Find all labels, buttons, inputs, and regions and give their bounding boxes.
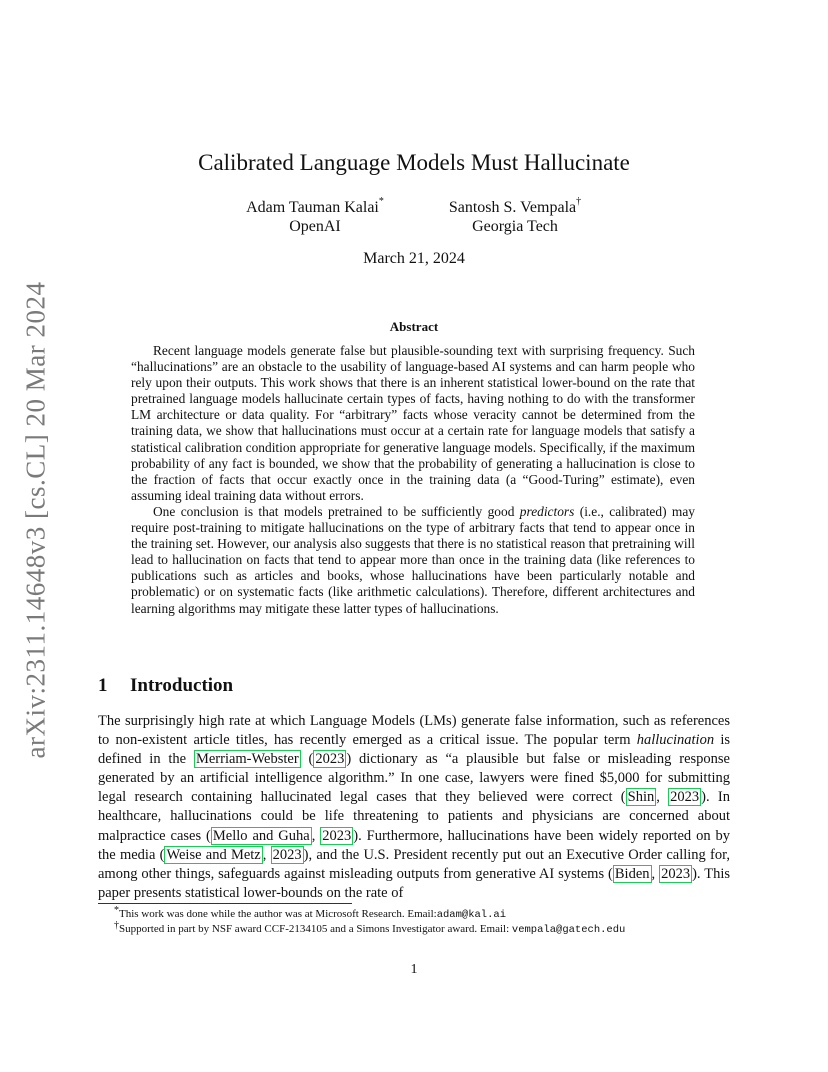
- intro-text: ,: [656, 789, 669, 806]
- section-heading: [98, 675, 233, 697]
- author-1-mark: *: [378, 196, 384, 207]
- intro-text: ). Furthermore, hallucinations have been widely reported on by the media (: [98, 827, 731, 863]
- author-1-affiliation: OpenAI: [289, 218, 341, 235]
- abstract-p2-text-a: One conclusion is that models pretrained to be sufficiently good: [153, 503, 520, 519]
- citation-year-link[interactable]: 2023: [322, 827, 352, 844]
- author-2-affiliation: Georgia Tech: [472, 218, 558, 235]
- page-number: 1: [410, 962, 418, 977]
- abstract-p2-text-b: (i.e., calibrated) may require post-training to mitigate hallucinations on the type of arbitrary facts that tend to appear once in the training set. However, our analysis also suggests that there is no statistical reason that pretraining will lead to hallucination on facts that tend to appear more than once in the training data (like references to publications such as articles and books, whose hallucinations have been particularly notable and problematic) or on systematic facts (like arithmetic calculations). Therefore, different architectures and learning algorithms may mitigate these latter types of hallucinations.: [131, 503, 695, 616]
- footnote-rule: [98, 903, 352, 904]
- intro-text: ,: [262, 846, 271, 863]
- citation-link-weise-metz[interactable]: Weise and Metz: [166, 846, 261, 863]
- arxiv-margin-id: arXiv:2311.14648v3 [cs.CL] 20 Mar 2024: [20, 281, 51, 759]
- author-1-name: Adam Tauman Kalai: [246, 199, 379, 216]
- footnotes: [98, 907, 748, 937]
- author-2-name: Santosh S. Vempala: [448, 199, 577, 216]
- footnote-2-email[interactable]: vempala@gatech.edu: [511, 924, 626, 936]
- intro-text: ). This paper presents statistical lower-bounds on the rate of: [98, 865, 730, 901]
- abstract-heading: Abstract: [389, 319, 439, 334]
- footnote-2-text: Supported in part by NSF award CCF-2134105 and a Simons Investigator award. Email:: [119, 923, 512, 935]
- intro-text: (: [300, 751, 314, 768]
- footnote-1-mark: *: [114, 905, 119, 916]
- paper-title: Calibrated Language Models Must Hallucinate: [198, 150, 630, 175]
- abstract-body: [131, 343, 695, 617]
- intro-text: ,: [311, 827, 321, 844]
- citation-link-biden[interactable]: Biden: [614, 865, 650, 882]
- author-2-mark: †: [576, 196, 582, 207]
- intro-text: is defined in the: [98, 732, 731, 768]
- footnote-2-mark: †: [114, 920, 119, 931]
- paper-date: March 21, 2024: [363, 250, 465, 267]
- section-title: Introduction: [130, 675, 234, 696]
- section-number: 1: [98, 675, 108, 696]
- citation-year-link[interactable]: 2023: [315, 751, 345, 768]
- intro-body: [98, 712, 730, 903]
- citation-link-merriam-webster[interactable]: Merriam-Webster: [195, 751, 299, 768]
- citation-year-link[interactable]: 2023: [670, 789, 700, 806]
- footnote-1-email[interactable]: adam@kal.ai: [436, 909, 507, 921]
- citation-link-mello-guha[interactable]: Mello and Guha: [212, 827, 310, 844]
- author-1: [235, 198, 395, 236]
- citation-link-shin[interactable]: Shin: [627, 789, 655, 806]
- intro-text: ) dictionary as “a plausible but false or misleading response generated by an artificial intelligence algorithm.” In one case, lawyers were fined $5,000 for submitting legal research containing hallucinated legal cases that they believed were correct (: [98, 751, 730, 806]
- intro-text: ), and the U.S. President recently put out an Executive Order calling for, among other things, safeguards against misleading outputs from generative AI systems (: [98, 846, 730, 882]
- footnote-1: [98, 907, 748, 922]
- footnote-1-text: This work was done while the author was at Microsoft Research. Email:: [119, 908, 437, 920]
- citation-year-link[interactable]: 2023: [661, 865, 691, 882]
- abstract-paragraph-2: [131, 504, 695, 617]
- citation-year-link[interactable]: 2023: [272, 846, 302, 863]
- abstract-p2-emphasis: predictors: [519, 503, 575, 519]
- intro-text: ,: [651, 865, 660, 882]
- footnote-2: [98, 922, 748, 937]
- intro-emphasis: hallucination: [636, 732, 715, 749]
- intro-text: The surprisingly high rate at which Language Models (LMs) generate false information, such as references to non-existent article titles, has recently emerged as a critical issue. The popular term: [98, 713, 730, 749]
- abstract-paragraph-1: Recent language models generate false but plausible-sounding text with surprising frequency. Such “hallucinations” are an obstacle to the usability of language-based AI systems and can harm people who rely upon their outputs. This work shows that there is an inherent statistical lower-bound on the rate that pretrained language models hallucinate certain types of facts, having nothing to do with the transformer LM architecture or data quality. For “arbitrary” facts whose veracity cannot be determined from the training data, we show that hallucinations must occur at a certain rate for language models that satisfy a statistical calibration condition appropriate for generative language models. Specifically, if the maximum probability of any fact is bounded, we show that the probability of generating a hallucination is close to the fraction of facts that occur exactly once in the training data (a “Good-Turing” estimate), even assuming ideal training data without errors.: [131, 343, 695, 503]
- intro-paragraph: [98, 712, 730, 903]
- author-2: [435, 198, 595, 236]
- intro-text: ). In healthcare, hallucinations could be life threatening to patients and physicians are concerned about malpractice cases (: [98, 789, 730, 844]
